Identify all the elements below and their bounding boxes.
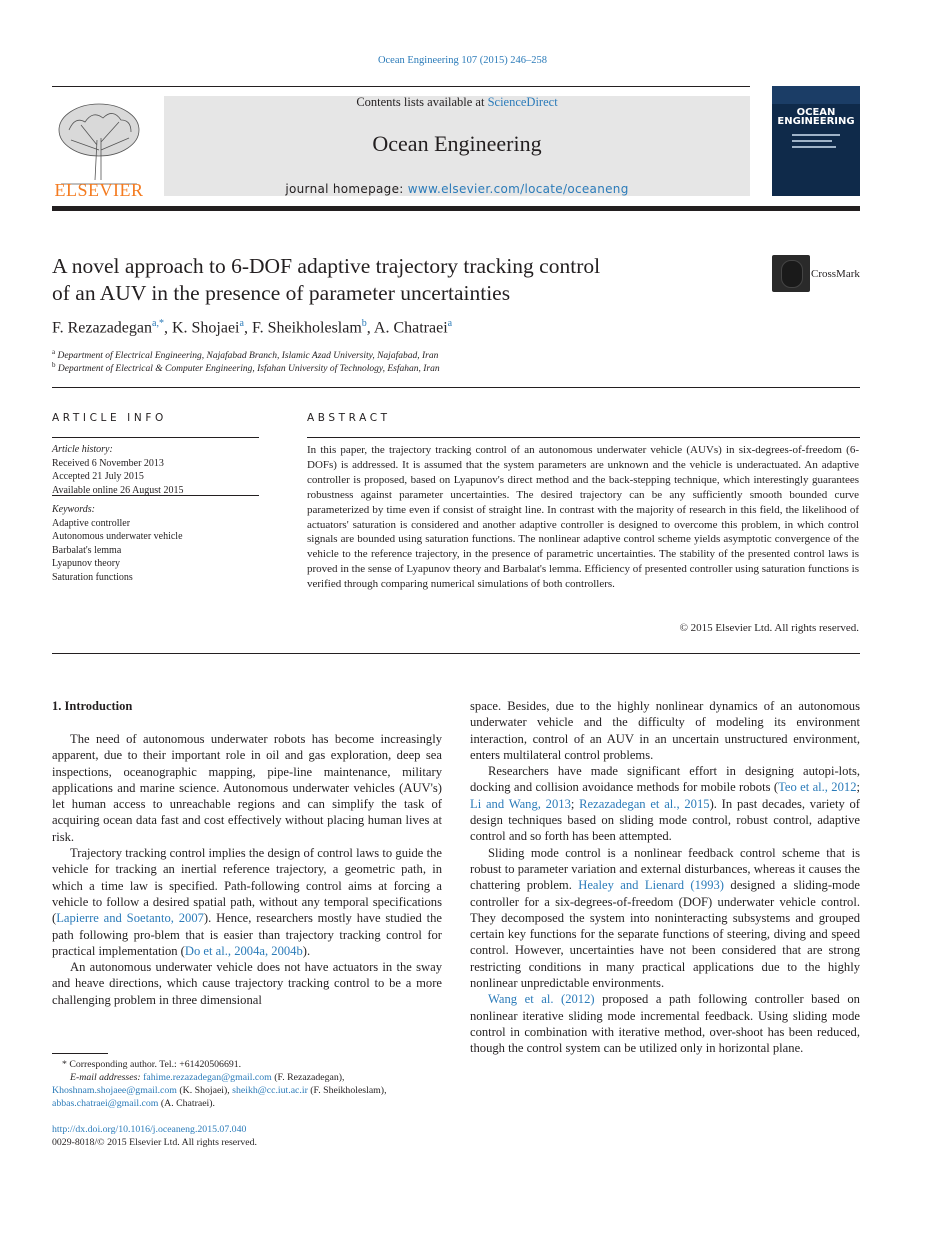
footnote-rule	[52, 1053, 108, 1054]
keyword: Saturation functions	[52, 571, 133, 583]
keywords-label: Keywords:	[52, 504, 95, 515]
affiliation-sup: b	[52, 361, 56, 369]
corresponding-author-note: * Corresponding author. Tel.: +61420506691.	[62, 1059, 242, 1070]
author-affil-sup[interactable]: a,*	[152, 318, 164, 329]
paragraph-text: Sliding mode control is a nonlinear feedback control scheme that is robust to parameter variation and external disturbances, whereas it causes the chattering problem.	[470, 845, 860, 893]
cover-title-2: ENGINEERING	[777, 116, 855, 127]
email-owner: (K. Shojaei),	[176, 1085, 233, 1096]
homepage-prefix: journal homepage:	[285, 182, 408, 196]
email-line	[52, 1084, 452, 1097]
paragraph-text: ;	[570, 796, 580, 811]
article-info-heading: ARTICLE INFO	[52, 412, 167, 424]
author-list: F. Rezazadegan$^{a,*}$, K. Shojaei$^a$, F. Sheikholeslam$^b$, A. Chatraei$^a$	[52, 318, 453, 337]
body-left-column	[52, 731, 442, 1008]
keyword: Barbalat's lemma	[52, 544, 122, 556]
abstract-heading: ABSTRACT	[307, 412, 391, 424]
paragraph	[470, 845, 860, 992]
article-history	[52, 443, 259, 497]
paragraph	[470, 763, 860, 844]
cover-title-1: OCEAN	[796, 107, 836, 118]
paragraph-text: designed a sliding-mode controller for a six-degrees-of-freedom (DOF) underwater vehicle control. They decomposed the system into noninteracting subsystems and grouped certain key functions for the separate functions of steering, diving and speed control. However, uncertainties have not been considered that are strong restricting conditions in many practical applications due to the highly nonlinear unpredictable environments.	[470, 878, 860, 991]
header-thick-rule	[52, 206, 860, 211]
paragraph-text: Trajectory tracking control implies the design of control laws to guide the vehicle for tracking an inertial reference trajectory, a geometric path, in which a time law is specified. Path-following control aims at forcing a vehicle to follow a desired spatial path, without any temporal specifications (	[52, 846, 442, 926]
affiliation-text: Department of Electrical Engineering, Najafabad Branch, Islamic Azad University, Najafabad, Iran	[57, 351, 439, 362]
doi-block	[52, 1123, 452, 1149]
email-label: E-mail addresses:	[70, 1072, 144, 1083]
citation-link[interactable]: Rezazadegan et al., 2015	[579, 796, 710, 811]
journal-name: Ocean Engineering	[372, 131, 542, 156]
crossmark-label[interactable]: CrossMark	[811, 268, 860, 280]
citation-link[interactable]: Do et al., 2004a, 2004b	[184, 943, 303, 958]
paragraph-text: ). In past decades, variety of design techniques based on sliding mode control, robust control, adaptive control and so forth has been attempted.	[470, 796, 861, 844]
divider	[52, 387, 860, 388]
contents-prefix: Contents lists available at	[356, 95, 488, 109]
keyword: Lyapunov theory	[52, 558, 121, 569]
elsevier-wordmark: ELSEVIER	[54, 180, 144, 200]
body-right-column	[470, 698, 860, 1057]
citation-link[interactable]: Wang et al. (2012)	[488, 992, 595, 1007]
paragraph: The need of autonomous underwater robots has become increasingly apparent, due to their important role in oil and gas exploration, deep sea inspections, oceanographic mapping, pipe-line maintenance, military applications and marine science. Autonomous underwater vehicles (AUV's) let human access to unreachable regions and can simplify the task of acquiring ocean data fast and cost effectively without placing human lives at risk.	[52, 732, 442, 844]
accepted-date: Accepted 21 July 2015	[52, 471, 144, 482]
author-name[interactable]: F. Sheikholeslam	[251, 319, 362, 337]
contents-line	[164, 95, 750, 110]
abstract-copyright: © 2015 Elsevier Ltd. All rights reserved.	[679, 622, 859, 634]
affiliation-text: Department of Electrical & Computer Engineering, Isfahan University of Technology, Esfahan, Iran	[57, 364, 440, 375]
email-link[interactable]: abbas.chatraei@gmail.com	[52, 1098, 159, 1109]
divider	[307, 437, 860, 438]
doi-link[interactable]: http://dx.doi.org/10.1016/j.oceaneng.2015.07.040	[52, 1124, 247, 1135]
divider	[52, 437, 259, 438]
article-title	[52, 253, 742, 307]
author-affil-sup[interactable]: b	[361, 318, 367, 329]
paragraph	[52, 845, 442, 959]
email-owner: (A. Chatraei).	[158, 1098, 215, 1109]
paragraph-text: ).	[302, 943, 311, 958]
author-affil-sup[interactable]: a	[447, 318, 453, 329]
email-link[interactable]: sheikh@cc.iut.ac.ir	[232, 1085, 308, 1096]
email-owner: (F. Rezazadegan),	[271, 1072, 345, 1083]
paragraph-text: ). Hence, researchers mostly have studied the path following pro-blem that is easier than trajectory tracking control for practical implementation (	[52, 911, 442, 958]
affiliation	[52, 361, 440, 374]
journal-homepage	[164, 182, 750, 196]
journal-reference[interactable]: Ocean Engineering 107 (2015) 246–258	[377, 55, 548, 66]
citation-link[interactable]: Teo et al., 2012	[778, 780, 857, 795]
email-owner: (F. Sheikholeslam),	[307, 1085, 387, 1096]
online-date: Available online 26 August 2015	[52, 484, 184, 496]
abstract-text: In this paper, the trajectory tracking control of an autonomous underwater vehicle (AUVs) in six-degrees-of-freedom (6-DOFs) is addressed. It is assumed that the system parameters are unknown and the vehicle is underactuated. An adaptive controller is proposed, based on Lyapunov's direct method and the back-stepping technique, which interestingly guarantees robustness against parameter uncertainties. The desired trajectory can be any sufficiently smooth bounded curve parameterized by time even if consist of straight line. In contrast with the majority of research in this field, the likelihood of actuators' saturation is considered and another adaptive controller is designed to overcome this problem, in which control signals are bounded using saturation functions. The nonlinear adaptive control scheme yields asymptotic convergence of the vehicle to the reference trajectory, in the presence of parametric uncertainties. The stability of the presented control laws is proved in the sense of Lyapunov theory and Barbalat's lemma. Efficiency of presented controller using saturation functions is verified through comparing numerical simulations of both controllers.	[307, 444, 859, 591]
history-label: Article history:	[52, 444, 113, 455]
paragraph: An autonomous underwater vehicle does not have actuators in the sway and heave directions, which cause trajectory tracking control to be a more challenging problem in three dimensional	[52, 960, 442, 1007]
divider	[52, 653, 860, 654]
paragraph-text: Researchers have made significant effort in designing autopi-lots, docking and collision avoidance methods for mobile robots (	[470, 764, 860, 795]
issn-line: 0029-8018/© 2015 Elsevier Ltd. All rights reserved.	[52, 1137, 257, 1148]
affiliation-sup: a	[52, 348, 56, 356]
paragraph: space. Besides, due to the highly nonlinear dynamics of an autonomous underwater vehicle and the difficulty of modeling its environment interaction, control of an AUV in an uncertain unstructured environment, enters multilateral control problems.	[470, 699, 860, 762]
keywords-block	[52, 503, 259, 584]
paragraph-text: ;	[856, 780, 860, 795]
title-line-1: A novel approach to 6-DOF adaptive trajectory tracking control	[52, 254, 601, 278]
keyword: Adaptive controller	[52, 517, 131, 529]
email-link[interactable]: fahime.rezazadegan@gmail.com	[143, 1072, 272, 1083]
citation-link[interactable]: Li and Wang, 2013	[470, 796, 571, 811]
header-rule	[52, 86, 750, 87]
affiliation	[52, 348, 438, 361]
author-affil-sup[interactable]: a	[239, 318, 244, 329]
section-heading: 1. Introduction	[52, 699, 133, 713]
keyword: Autonomous underwater vehicle	[52, 531, 183, 542]
homepage-link[interactable]: www.elsevier.com/locate/oceaneng	[407, 182, 629, 196]
author-name[interactable]: F. Rezazadegan	[52, 319, 152, 337]
title-line-2: of an AUV in the presence of parameter uncertainties	[52, 281, 511, 305]
paragraph-text: proposed a path following controller based on nonlinear iterative sliding mode incremental feedback. Using sliding mode control in combination with iterative method, over-shoot has been reduced, though the control system can be utilized only in horizontal plane.	[470, 992, 860, 1056]
citation-link[interactable]: Lapierre and Soetanto, 2007	[56, 911, 204, 926]
sciencedirect-link[interactable]: ScienceDirect	[487, 95, 558, 109]
divider	[52, 495, 259, 496]
paragraph	[470, 991, 860, 1056]
received-date: Received 6 November 2013	[52, 457, 164, 469]
author-name[interactable]: A. Chatraei	[373, 319, 448, 337]
footnotes	[52, 1058, 452, 1110]
crossmark-icon[interactable]	[772, 255, 810, 292]
author-name[interactable]: K. Shojaei	[171, 319, 240, 337]
email-line	[52, 1071, 452, 1084]
email-link[interactable]: Khoshnam.shojaee@gmail.com	[52, 1085, 177, 1096]
email-line	[52, 1097, 452, 1110]
journal-cover-image[interactable]	[772, 86, 860, 196]
citation-link[interactable]: Healey and Lienard (1993)	[578, 878, 724, 893]
